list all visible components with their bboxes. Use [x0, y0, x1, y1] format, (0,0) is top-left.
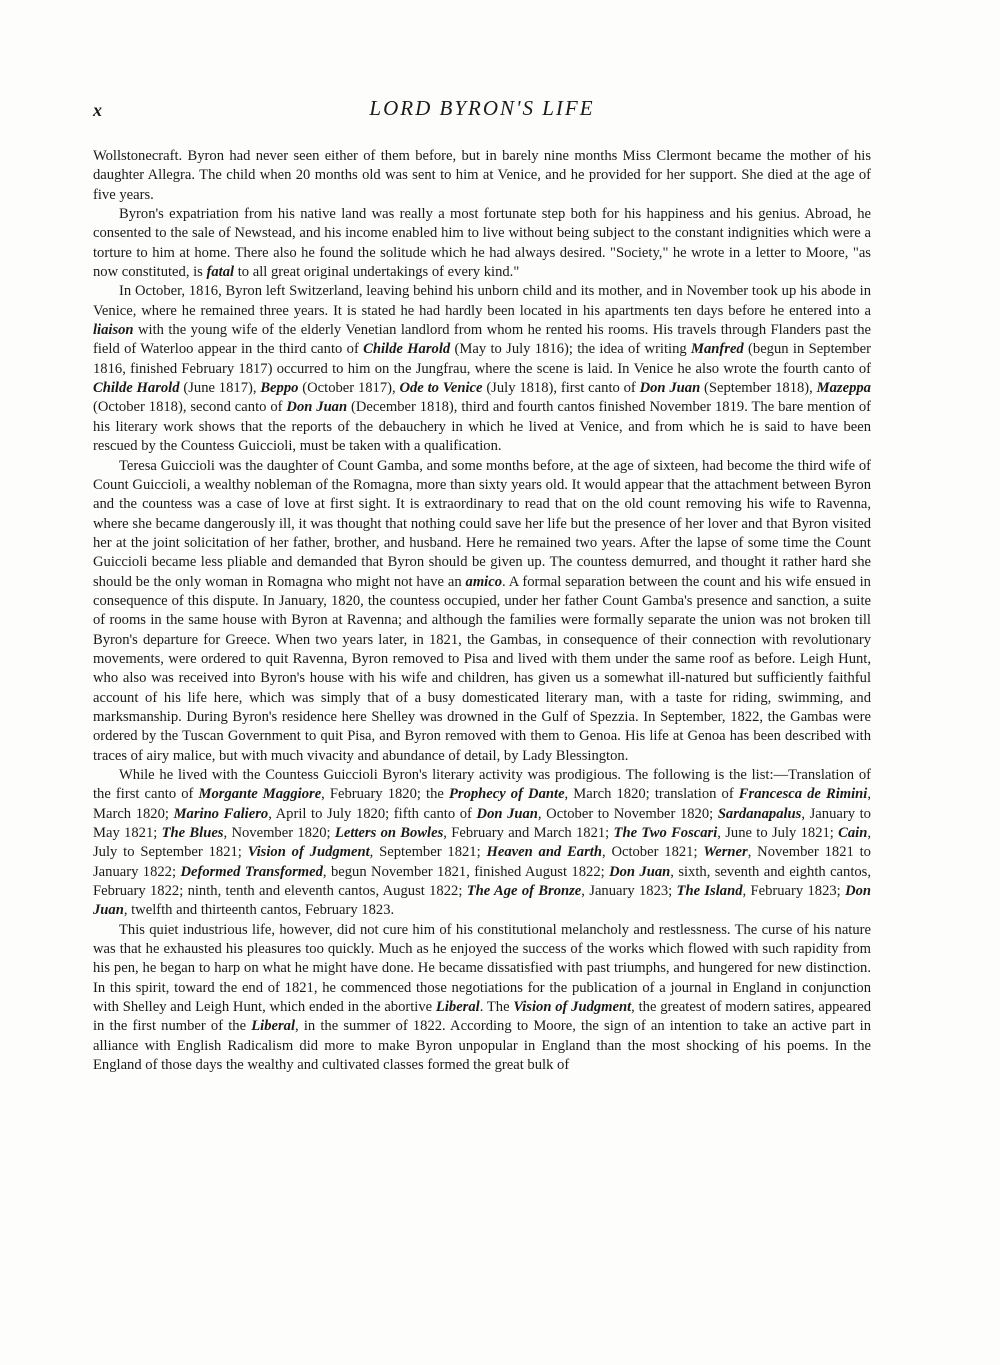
text-run: to all great original undertakings of every kind." — [234, 264, 520, 281]
italic-title: Don Juan — [609, 863, 671, 880]
body-text — [93, 147, 871, 1076]
text-run: Wollstonecraft. Byron had never seen either of them before, but in barely nine months Miss Clermont became the mother of his daughter Allegra. The child when 20 months old was sent to him at Venice, and he provided for her support. She died at the age of five years. — [93, 148, 871, 203]
text-run: (July 1818), first canto of — [482, 380, 640, 397]
text-run: , February 1820; the — [321, 786, 449, 803]
italic-title: Vision of Judgment — [513, 999, 632, 1016]
text-run: , November 1820; — [223, 825, 335, 842]
text-run: (begun in September 1816, finished February 1817) occurred to him on the Jungfrau, where the scene is laid. In Venice he also wrote the fourth canto of — [93, 341, 871, 377]
running-title: LORD BYRON'S LIFE — [369, 96, 595, 120]
italic-title: Letters on Bowles — [334, 825, 444, 842]
text-run: (October 1817), — [298, 380, 400, 397]
italic-title: Mazeppa — [816, 380, 871, 397]
italic-title: The Blues — [161, 825, 224, 842]
text-run: , March 1820; — [93, 786, 872, 822]
text-run: . The — [479, 999, 514, 1016]
italic-title: Vision of Judgment — [247, 844, 370, 861]
paragraph — [93, 766, 871, 921]
text-run: , October to November 1820; — [537, 805, 718, 822]
text-run: (December 1818), third and fourth cantos finished November 1819. The bare mention of his literary work shows that the reports of the debauchery in which he lived at Venice, and from which he is said to have been rescued by the Countess Guiccioli, must be taken with a qualification. — [93, 399, 872, 455]
italic-title: Childe Harold — [363, 341, 451, 358]
italic-title: Manfred — [691, 341, 744, 358]
italic-title: Don Juan — [93, 883, 872, 919]
paragraph — [93, 282, 871, 456]
text-run: (October 1818), second canto of — [93, 399, 287, 416]
text-run: , January to May 1821; — [93, 805, 871, 842]
text-run: , in the summer of 1822. According to Moore, the sign of an intention to take an active part in alliance with English Radicalism did more to make Byron unpopular in England than the most shocking of his poems. In the England of those days the wealthy and cultivated classes formed the great bulk of — [93, 1018, 871, 1074]
italic-title: Cain — [838, 825, 868, 842]
italic-title: Heaven and Earth — [486, 844, 602, 861]
text-run: Byron's expatriation from his native land was really a most fortunate step both for his happiness and his genius. Abroad, he consented to the sale of Newstead, and his income enabled him to live without being subject to the constant indignities which were a torture to him at home. There also he found the solitude which he had always desired. "Society," he wrote in a letter to Moore, "as now constituted, is — [93, 206, 871, 281]
text-run: , September 1821; — [369, 844, 487, 861]
text-run: , February 1823; — [742, 883, 846, 900]
page-header — [93, 96, 871, 126]
italic-title: Werner — [703, 844, 748, 861]
italic-title: The Two Foscari — [613, 825, 718, 842]
text-run: In October, 1816, Byron left Switzerland, leaving behind his unborn child and its mother, and in November took up his abode in Venice, where he remained three years. It is stated he had hardly been located in his apartments ten days before he entered into a — [93, 283, 871, 319]
italic-title: Marino Faliero — [173, 805, 269, 822]
italic-title: Don Juan — [286, 399, 348, 416]
text-run: , January 1823; — [581, 883, 677, 900]
italic-title: The Age of Bronze — [466, 883, 582, 900]
page-number: x — [93, 100, 102, 120]
text-run: . A formal separation between the count and his wife ensued in consequence of this dispute. In January, 1820, the countess occupied, under her father Count Gamba's presence and sanction, a suite of rooms in the same house with Byron at Ravenna; and although the families were formally separate the union was not broken till Byron's departure for Greece. When two years later, in 1821, the Gambas, in consequence of their connection with revolutionary movements, were ordered to quit Ravenna, Byron removed to Pisa and lived with them under the same roof as before. Leigh Hunt, who also was received into Byron's house with his wife and children, has given us a somewhat ill-natured but sufficiently faithful account of his life here, which was simply that of a busy domesticated literary man, with a taste for riding, swimming, and marksmanship. During Byron's residence here Shelley was drowned in the Gulf of Spezzia. In September, 1822, the Gambas were ordered by the Tuscan Government to quit Pisa, and Byron removed with them to Genoa. His life at Genoa has been described with traces of airy malice, but with much vivacity and abundance of detail, by Lady Blessington. — [93, 573, 871, 764]
text-run: , July to September 1821; — [93, 825, 872, 861]
text-run: , twelfth and thirteenth cantos, February 1823. — [123, 902, 395, 919]
italic-title: Prophecy of Dante — [448, 786, 565, 803]
italic-title: fatal — [206, 264, 235, 281]
text-run: , the greatest of modern satires, appeared in the first number of the — [93, 999, 871, 1035]
text-run: , begun November 1821, finished August 1822; — [322, 863, 610, 880]
text-run: , October 1821; — [601, 844, 704, 861]
text-run: (September 1818), — [700, 380, 817, 397]
italic-title: Liberal — [435, 999, 480, 1016]
italic-title: amico — [465, 573, 502, 590]
paragraph — [93, 147, 871, 205]
italic-title: Francesca de Rimini — [738, 786, 868, 803]
text-run: (June 1817), — [179, 380, 261, 397]
paragraph — [93, 921, 871, 1076]
text-run: , June to July 1821; — [717, 825, 839, 842]
italic-title: The Island — [676, 883, 743, 900]
text-run: , April to July 1820; fifth canto of — [268, 805, 477, 822]
italic-title: Don Juan — [476, 805, 538, 822]
text-run: , February and March 1821; — [443, 825, 614, 842]
text-run: , sixth, seventh and eighth cantos, February 1822; ninth, tenth and eleventh cantos, August 1822; — [93, 863, 871, 900]
text-run: Teresa Guiccioli was the daughter of Count Gamba, and some months before, at the age of sixteen, had become the third wife of Count Guiccioli, a wealthy nobleman of the Romagna, more than sixty years old. It would appear that the attachment between Byron and the countess was a case of love at first sight. It is extraordinary to read that on the old count removing his wife to Ravenna, where she became dangerously ill, it was thought that nothing could save her life but the presence of her lover and that Byron visited her at the joint solicitation of her father, brother, and husband. Here he remained two years. After the lapse of some time the Count Guiccioli became less pliable and demanded that Byron should be given up. The countess demurred, and thought it rather hard she should be the only woman in Romagna who might not have an — [93, 457, 871, 590]
italic-title: Sardanapalus — [717, 805, 802, 822]
paragraph — [93, 205, 871, 282]
italic-title: Ode to Venice — [399, 380, 483, 397]
italic-title: Childe Harold — [93, 380, 180, 397]
text-run: with the young wife of the elderly Venetian landlord from whom he rented his rooms. His travels through Flanders past the field of Waterloo appear in the third canto of — [93, 322, 871, 358]
text-run: While he lived with the Countess Guiccioli Byron's literary activity was prodigious. The following is the list:—Translation of the first canto of — [93, 767, 871, 803]
text-run: (May to July 1816); the idea of writing — [450, 341, 692, 358]
text-run: , November 1821 to January 1822; — [93, 844, 871, 880]
text-run: , March 1820; translation of — [564, 786, 739, 803]
paragraph — [93, 457, 871, 767]
italic-title: Don Juan — [639, 380, 701, 397]
italic-title: Deformed Transformed — [180, 863, 323, 880]
text-run: This quiet industrious life, however, did not cure him of his constitutional melancholy and restlessness. The curse of his nature was that he exhausted his pleasures too quickly. Much as he enjoyed the success of the works which flowed with such rapidity from his pen, he began to harp on what he might have done. He became dissatisfied with past triumphs, and hungered for new distinction. In this spirit, toward the end of 1821, he commenced those negotiations for the publication of a journal in England in conjunction with Shelley and Leigh Hunt, which ended in the abortive — [93, 921, 871, 1016]
italic-title: Beppo — [260, 380, 299, 397]
italic-title: liaison — [93, 322, 134, 339]
italic-title: Liberal — [251, 1018, 296, 1035]
italic-title: Morgante Maggiore — [198, 786, 322, 803]
